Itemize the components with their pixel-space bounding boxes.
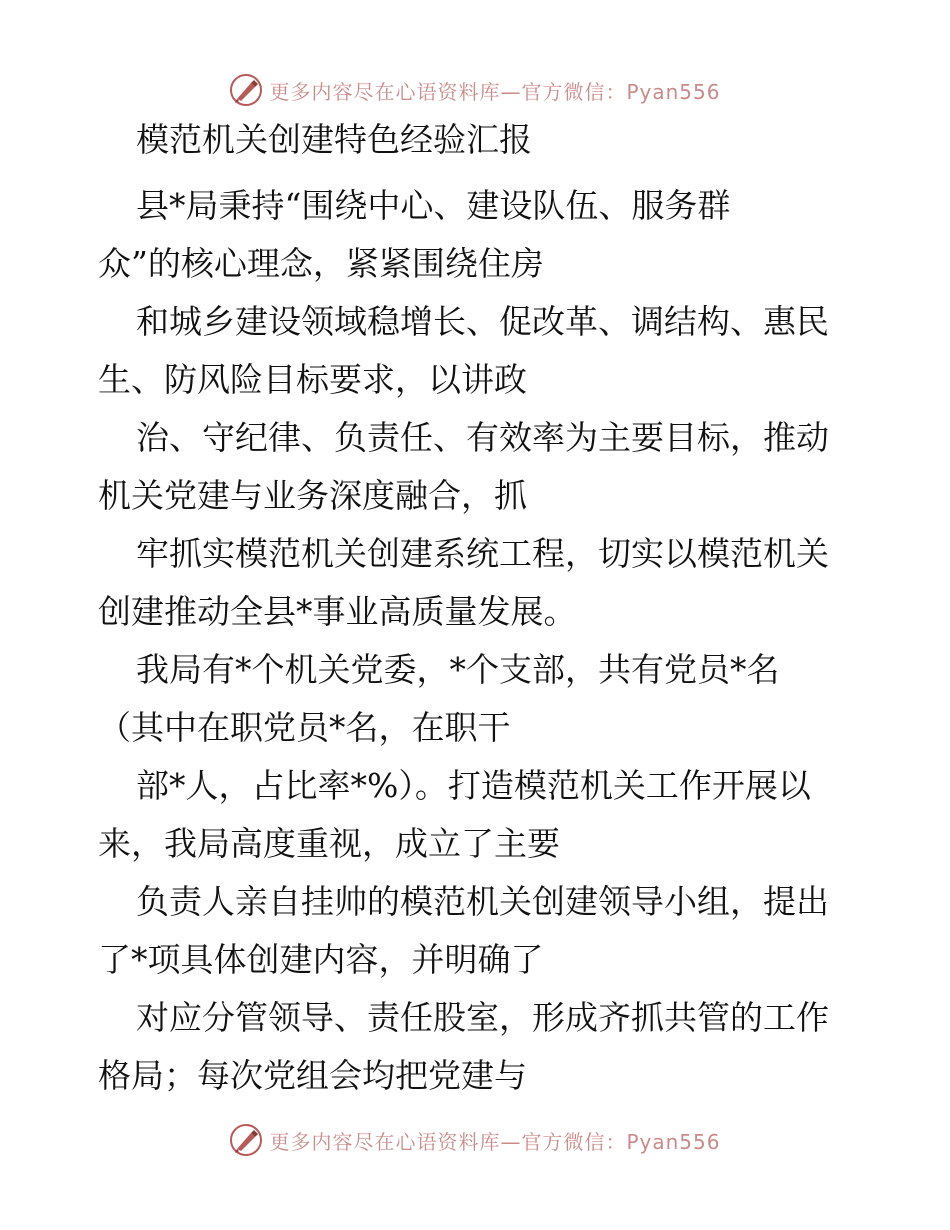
- paragraph-line: 了*项具体创建内容，并明确了: [98, 940, 544, 979]
- paragraph-line: （其中在职党员*名，在职干: [98, 708, 511, 747]
- paragraph-line: 机关党建与业务深度融合，抓: [98, 476, 527, 515]
- paragraph-line: 负责人亲自挂帅的模范机关创建领导小组，提出: [136, 882, 829, 921]
- watermark-text: 更多内容尽在心语资料库—官方微信：Pyan556: [269, 79, 721, 104]
- paragraph-line: 我局有*个机关党委，*个支部，共有党员*名: [136, 650, 780, 689]
- paragraph-line: 和城乡建设领域稳增长、促改革、调结构、惠民: [136, 302, 829, 341]
- paragraph-line: 牢抓实模范机关创建系统工程，切实以模范机关: [136, 534, 829, 573]
- paragraph-line: 治、守纪律、负责任、有效率为主要目标，推动: [136, 418, 829, 457]
- pen-logo-icon: [229, 1123, 263, 1157]
- paragraph-line: 县*局秉持“围绕中心、建设队伍、服务群: [136, 186, 731, 225]
- paragraph-line: 创建推动全县*事业高质量发展。: [98, 592, 577, 631]
- watermark-header: [0, 70, 950, 110]
- paragraph-line: 对应分管领导、责任股室，形成齐抓共管的工作: [136, 998, 829, 1037]
- watermark-footer: [0, 1120, 950, 1160]
- paragraph-line: 生、防风险目标要求，以讲政: [98, 360, 527, 399]
- paragraph-line: 来，我局高度重视，成立了主要: [98, 824, 560, 863]
- paragraph-line: 格局；每次党组会均把党建与: [98, 1056, 527, 1095]
- paragraph-line: 部*人，占比率*%）。打造模范机关工作开展以: [136, 766, 811, 805]
- document-title: 模范机关创建特色经验汇报: [136, 120, 532, 159]
- pen-logo-icon: [229, 73, 263, 107]
- watermark-text: 更多内容尽在心语资料库—官方微信：Pyan556: [269, 1129, 721, 1154]
- paragraph-line: 众”的核心理念，紧紧围绕住房: [98, 244, 544, 283]
